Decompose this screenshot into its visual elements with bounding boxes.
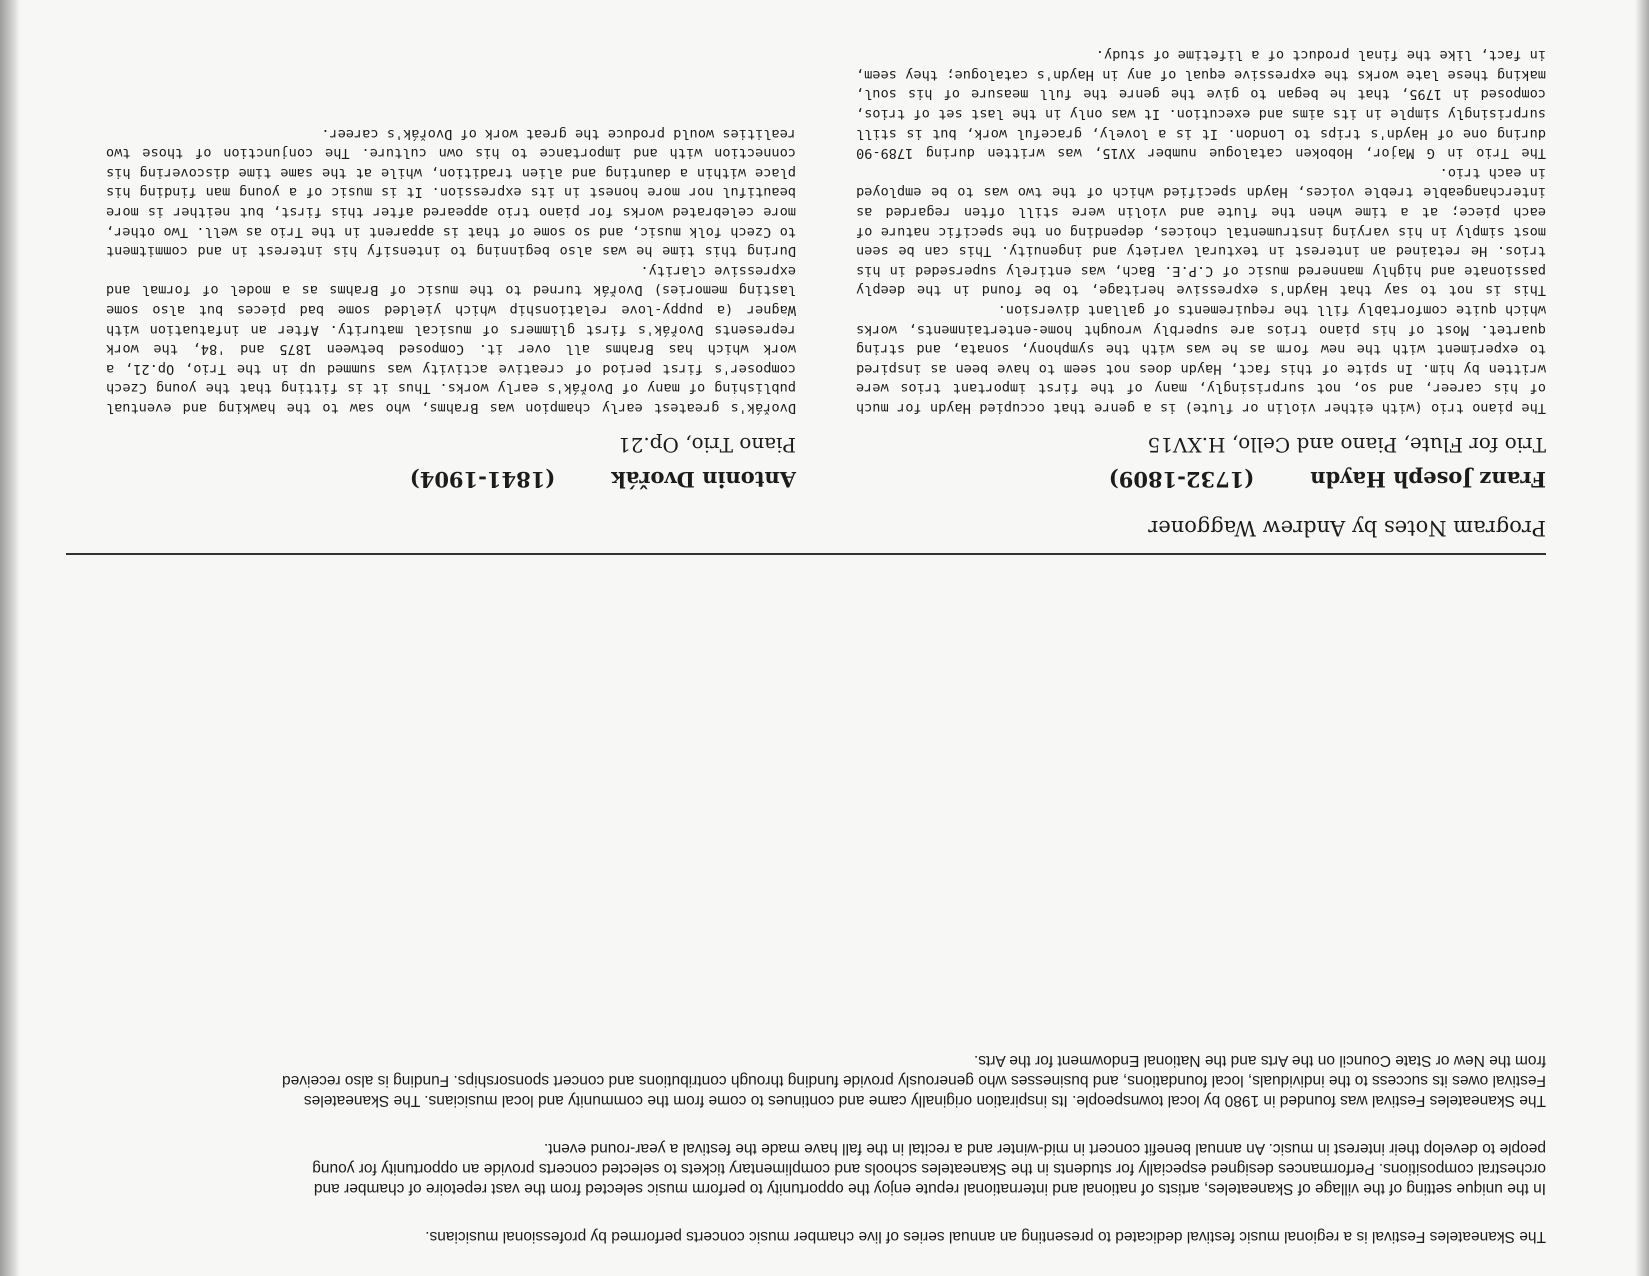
composer-heading <box>106 467 796 492</box>
festival-paragraph: In the unique setting of the village of Skaneateles, artists of national and international repute enjoy the opportunity to perform music selected from the vast repetoire of chamber and orchestral compositions. Performances designed especially for students in the Skaneateles schools and complimentary tickets to selected concerts provide an opportunity for young people to develop their interest in music. An annual benefit concert in mid-winter and a recital in the fall have made the festival a year-round event. <box>312 1140 1546 1197</box>
festival-paragraph: The Skaneateles Festival was founded in 1980 by local townspeople. Its inspiration originally came and continues to come from the community and local musicians. The Skaneateles Festival owes its success to the individuals, local foundations, and businesses who generously provide funding through contributions and concert sponsorships. Funding is also received from the New or State Council on the Arts and the National Endowment for the Arts. <box>282 1052 1546 1109</box>
program-notes-header: Program Notes by Andrew Waggoner <box>1148 516 1546 540</box>
notes-paragraph: This is not to say that Haydn's expressive heritage, to be found in the deeply passionate and highly mannered music of C.P.E. Bach, was entirely superseded in his trios. He retained an interest in textural variety and ingenuity. This can be seen most simply in his varying instrumental choices, depending on the specific nature of each piece; at a time when the flute and violin were still often regarded as interchangeable treble voices, Haydn specified which of the two was to be employed in each trio. <box>856 164 1546 299</box>
festival-info-section <box>66 1022 1546 1246</box>
section-divider <box>66 553 1546 555</box>
program-notes-section <box>66 47 1546 540</box>
composer-dates: (1732-1809) <box>1108 467 1255 492</box>
festival-paragraph: The Skaneateles Festival is a regional music festival dedicated to presenting an annual series of live chamber music concerts performed by professional musicians. <box>425 1228 1546 1245</box>
dvorak-column <box>106 123 796 492</box>
composer-name: Antonin Dvořák <box>611 467 796 492</box>
haydn-column <box>856 45 1546 492</box>
notes-paragraph: The Trio in G Major, Hoboken catalogue number XV15, was written during 1789-90 during one of Haydn's trips to London. It is a lovely, graceful work, but is still surprisingly simple in its aims and execution. It was only in the last set of trios, composed in 1795, that he began to give the genre the full measure of his soul, making these late works the expressive equal of any in Haydn's catalogue; they seem, in fact, like the final product of a lifetime of study. <box>856 47 1546 162</box>
work-title: Trio for Flute, Piano and Cello, H.XV15 <box>1147 433 1546 457</box>
notes-paragraph: The piano trio (with either violin or flute) is a genre that occupied Haydn for much of his career, and so, not surprisingly, many of the first important trios were written by him. In spite of this fact, Haydn does not seem to have been as inspired to experiment with the new form as he was with the symphony, sonata, and string quartet. Most of his piano trios are superbly wrought home-entertainments, works which quite comfortably fill the requirements of gallant diversion. <box>856 302 1546 416</box>
notes-paragraph: During this time he was also beginning to intensify his interest in and commitment to Czech folk music, and so some of that is apparent in the Trio as well. Two other, more celebrated works for piano trio appeared after this first, but neither is more beautiful nor more honest in its expression. It is music of a young man finding his place within a daunting and alien tradition, while at the same time discovering his connection with and importance to his own culture. The conjunction of those two realities would produce the great work of Dvořák's career. <box>106 125 796 260</box>
composer-heading <box>856 467 1546 492</box>
festival-about <box>266 1050 1546 1246</box>
composer-dates: (1841-1904) <box>409 467 556 492</box>
notes-paragraph: Dvořák's greatest early champion was Brahms, who saw to the hawking and eventual publishing of many of Dvořák's early works. Thus it is fitting that the young Czech composer's first period of creative activity was summed up in the Trio, Op.21, a work which has Brahms all over it. Composed between 1875 and '84, the work represents Dvořák's first glimmers of musical maturity. After an infatuation with Wagner (a puppy-love relationship which yielded some bad pieces but also some lasting memories) Dvořák turned to the music of Brahms as a model of formal and expressive clarity. <box>106 262 796 416</box>
composer-name: Franz Joseph Haydn <box>1310 467 1546 492</box>
work-title: Piano Trio, Op.21 <box>617 433 796 457</box>
